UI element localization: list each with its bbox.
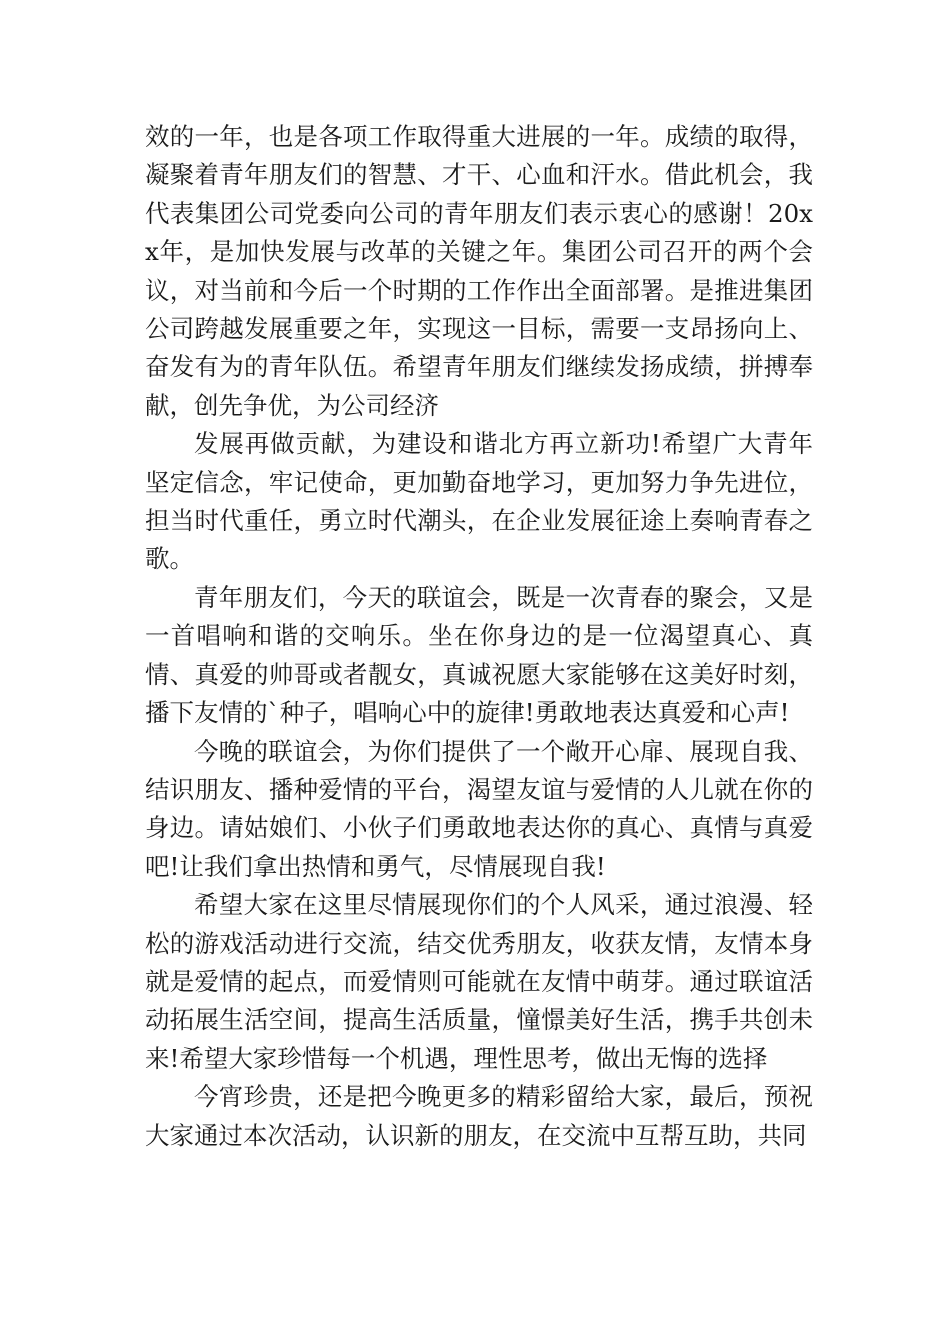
paragraph-5: 希望大家在这里尽情展现你们的个人风采，通过浪漫、轻松的游戏活动进行交流，结交优秀朋友，收获友情，友情本身就是爱情的起点，而爱情则可能就在友情中萌芽。通过联谊活动拓展生活空间，提高生活质量，憧憬美好生活，携手共创未来!希望大家珍惜每一个机遇，理性思考，做出无悔的选择 xyxy=(145,890,813,1073)
paragraph-4: 今晚的联谊会，为你们提供了一个敞开心扉、展现自我、结识朋友、播种爱情的平台，渴望友谊与爱情的人儿就在你的身边。请姑娘们、小伙子们勇敢地表达你的真心、真情与真爱吧!让我们拿出热情和勇气，尽情展现自我! xyxy=(145,736,813,881)
body-text xyxy=(145,118,813,1155)
paragraph-6: 今宵珍贵，还是把今晚更多的精彩留给大家，最后，预祝大家通过本次活动，认识新的朋友，在交流中互帮互助，共同 xyxy=(145,1082,813,1150)
paragraph-2: 发展再做贡献，为建设和谐北方再立新功!希望广大青年坚定信念，牢记使命，更加勤奋地学习，更加努力争先进位，担当时代重任，勇立时代潮头，在企业发展征途上奏响青春之歌。 xyxy=(145,429,813,574)
paragraph-1: 效的一年，也是各项工作取得重大进展的一年。成绩的取得，凝聚着青年朋友们的智慧、才干、心血和汗水。借此机会，我代表集团公司党委向公司的青年朋友们表示衷心的感谢！20xx年，是加快发展与改革的关键之年。集团公司召开的两个会议，对当前和今后一个时期的工作作出全面部署。是推进集团公司跨越发展重要之年，实现这一目标，需要一支昂扬向上、奋发有为的青年队伍。希望青年朋友们继续发扬成绩，拼搏奉献，创先争优，为公司经济 xyxy=(145,122,813,420)
paragraph-3: 青年朋友们，今天的联谊会，既是一次青春的聚会，又是一首唱响和谐的交响乐。坐在你身边的是一位渴望真心、真情、真爱的帅哥或者靓女，真诚祝愿大家能够在这美好时刻，播下友情的`种子，唱响心中的旋律!勇敢地表达真爱和心声! xyxy=(145,582,813,728)
